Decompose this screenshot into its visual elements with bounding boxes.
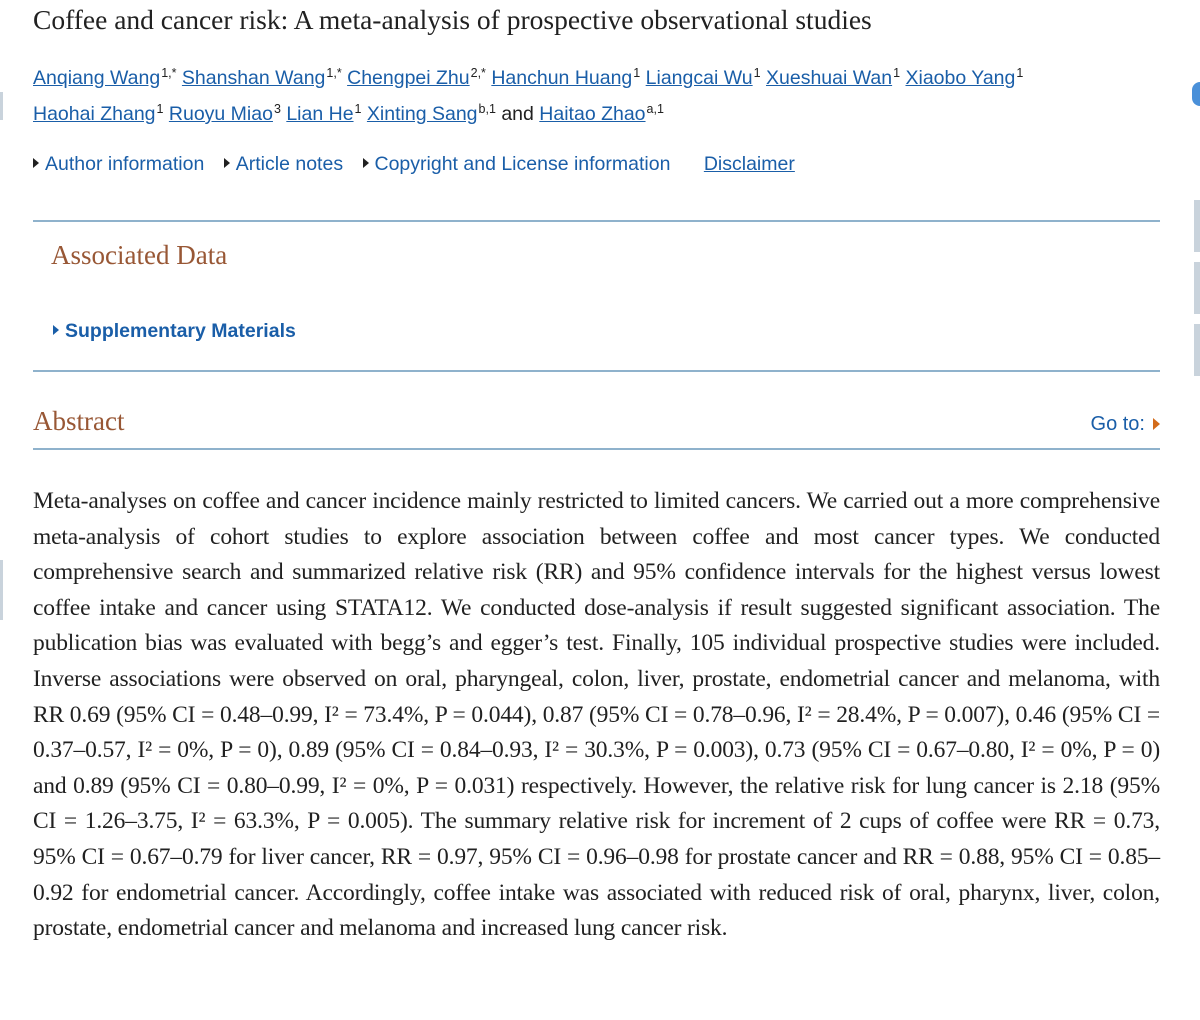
author-link[interactable]: Shanshan Wang bbox=[181, 67, 326, 89]
author-link[interactable]: Anqiang Wang bbox=[33, 67, 161, 89]
caret-right-icon bbox=[224, 158, 230, 168]
author-affiliation: 1 bbox=[156, 102, 164, 116]
supplementary-materials-toggle[interactable] bbox=[53, 320, 296, 343]
author-affiliation: a,1 bbox=[646, 102, 664, 116]
copyright-toggle[interactable] bbox=[363, 153, 671, 176]
caret-right-icon bbox=[53, 325, 59, 335]
author-list bbox=[33, 60, 1160, 132]
side-card-edge bbox=[1194, 262, 1200, 314]
author-affiliation: 1 bbox=[753, 66, 761, 80]
author-link[interactable]: Haohai Zhang bbox=[33, 103, 156, 125]
author-link[interactable]: Xueshuai Wan bbox=[766, 67, 893, 89]
author-affiliation: 1 bbox=[633, 66, 641, 80]
side-button-edge bbox=[1192, 82, 1200, 106]
author-affiliation: 2,* bbox=[470, 66, 486, 80]
author-information-label: Author information bbox=[45, 153, 205, 175]
section-divider bbox=[33, 220, 1160, 222]
supplementary-materials-label: Supplementary Materials bbox=[65, 320, 296, 342]
associated-data-heading: Associated Data bbox=[51, 240, 228, 270]
author-link[interactable]: Liangcai Wu bbox=[645, 67, 753, 89]
section-divider bbox=[33, 448, 1160, 450]
author-affiliation: b,1 bbox=[478, 102, 496, 116]
author-affiliation: 1,* bbox=[161, 66, 177, 80]
author-information-toggle[interactable] bbox=[33, 153, 204, 176]
author-affiliation: 3 bbox=[273, 102, 281, 116]
article-notes-label: Article notes bbox=[235, 153, 344, 175]
article-notes-toggle[interactable] bbox=[224, 153, 343, 176]
caret-right-icon bbox=[33, 158, 39, 168]
right-panel-edge bbox=[1188, 0, 1200, 1020]
and-conjunction: and bbox=[501, 103, 534, 125]
author-link[interactable]: Haitao Zhao bbox=[539, 103, 646, 125]
caret-right-icon bbox=[363, 158, 369, 168]
abstract-heading: Abstract bbox=[33, 406, 125, 436]
author-affiliation: 1 bbox=[1016, 66, 1024, 80]
side-card-edge bbox=[1194, 324, 1200, 376]
side-card-edge bbox=[1194, 200, 1200, 252]
author-affiliation: 1 bbox=[354, 102, 362, 116]
goto-label: Go to: bbox=[1090, 413, 1145, 435]
left-edge-mark bbox=[0, 92, 3, 120]
article-meta-links bbox=[33, 153, 795, 176]
author-link[interactable]: Ruoyu Miao bbox=[168, 103, 273, 125]
author-link[interactable]: Xiaobo Yang bbox=[905, 67, 1016, 89]
article-title: Coffee and cancer risk: A meta-analysis of prospective observational studies bbox=[33, 4, 872, 35]
copyright-label: Copyright and License information bbox=[374, 153, 671, 175]
author-link[interactable]: Chengpei Zhu bbox=[347, 67, 470, 89]
author-link[interactable]: Xinting Sang bbox=[366, 103, 478, 125]
caret-right-icon bbox=[1153, 418, 1160, 430]
goto-menu-button[interactable] bbox=[1091, 413, 1160, 436]
section-divider bbox=[33, 370, 1160, 372]
author-link[interactable]: Hanchun Huang bbox=[491, 67, 633, 89]
disclaimer-link[interactable]: Disclaimer bbox=[703, 153, 795, 175]
author-link[interactable]: Lian He bbox=[286, 103, 354, 125]
left-edge-mark bbox=[0, 560, 3, 620]
author-affiliation: 1 bbox=[893, 66, 901, 80]
abstract-text: Meta-analyses on coffee and cancer incidence mainly restricted to limited cancers. We carried out a more comprehensive meta-analysis of cohort studies to explore association between coffee and most cancer types. We conducted comprehensive search and summarized relative risk (RR) and 95% confidence intervals for the highest versus lowest coffee intake and cancer using STATA12. We conducted dose-analysis if result suggested significant association. The publication bias was evaluated with begg’s and egger’s test. Finally, 105 individual prospective studies were included. Inverse associations were observed on oral, pharyngeal, colon, liver, prostate, endometrial cancer and melanoma, with RR 0.69 (95% CI = 0.48–0.99, I² = 73.4%, P = 0.044), 0.87 (95% CI = 0.78–0.96, I² = 28.4%, P = 0.007), 0.46 (95% CI = 0.37–0.57, I² = 0%, P = 0), 0.89 (95% CI = 0.84–0.93, I² = 30.3%, P = 0.003), 0.73 (95% CI = 0.67–0.80, I² = 0%, P = 0) and 0.89 (95% CI = 0.80–0.99, I² = 0%, P = 0.031) respectively. However, the relative risk for lung cancer is 2.18 (95% CI = 1.26–3.75, I² = 63.3%, P = 0.005). The summary relative risk for increment of 2 cups of coffee were RR = 0.73, 95% CI = 0.67–0.79 for liver cancer, RR = 0.97, 95% CI = 0.96–0.98 for prostate cancer and RR = 0.88, 95% CI = 0.85–0.92 for endometrial cancer. Accordingly, coffee intake was associated with reduced risk of oral, pharynx, liver, colon, prostate, endometrial cancer and melanoma and increased lung cancer risk. bbox=[33, 488, 1160, 942]
author-affiliation: 1,* bbox=[326, 66, 342, 80]
